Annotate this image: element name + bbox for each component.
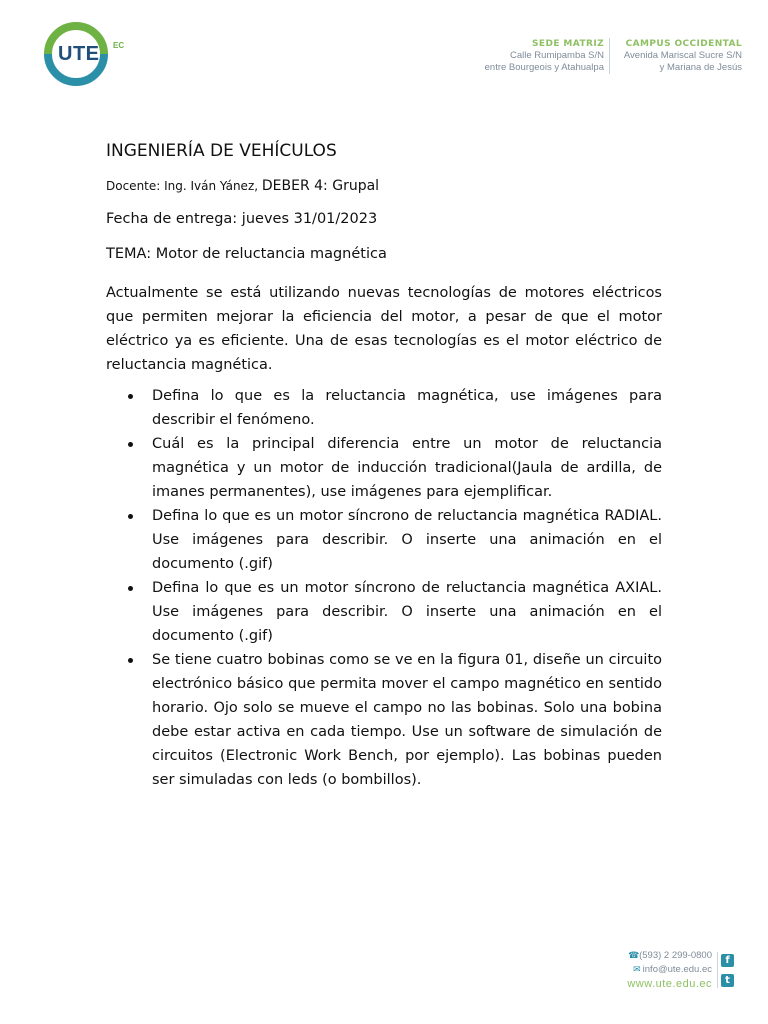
bullet-icon [128,658,133,663]
campus-occidental-address [612,38,742,74]
list-item [106,576,662,648]
footer-phone [628,950,712,961]
phone-icon: ☎ [628,950,640,960]
footer-email[interactable] [632,964,712,975]
course-title: INGENIERÍA DE VEHÍCULOS [106,141,337,161]
list-item-text: Defina lo que es un motor síncrono de reluctancia magnética AXIAL. Use imágenes para describir. O inserte una animación en el documento (.gif) [152,580,662,644]
header-divider [609,38,610,74]
sede-matriz-line2: entre Bourgeois y Atahualpa [484,62,604,73]
task-list [106,384,662,792]
list-item [106,648,662,792]
bullet-icon [128,394,133,399]
phone-text: (593) 2 299-0800 [639,950,712,961]
ute-logo [40,18,130,90]
bullet-icon [128,586,133,591]
list-item [106,504,662,576]
facebook-icon[interactable]: f [721,954,734,967]
due-date: Fecha de entrega: jueves 31/01/2023 [106,211,378,227]
topic: TEMA: Motor de reluctancia magnética [106,246,387,262]
intro-paragraph: Actualmente se está utilizando nuevas tecnologías de motores eléctricos que permiten mejorar la eficiencia del motor, a pesar de que el motor eléctrico ya es eficiente. Una de esas tecnologías es el motor eléctrico de reluctancia magnética. [106,285,662,373]
footer-contact [600,948,742,992]
sede-matriz-address [470,38,604,74]
bullet-icon [128,442,133,447]
list-item [106,384,662,432]
email-text: info@ute.edu.ec [642,964,712,975]
list-item-text: Defina lo que es un motor síncrono de reluctancia magnética RADIAL. Use imágenes para describir. O inserte una animación en el documento (.gif) [152,508,662,572]
sede-matriz-title: SEDE MATRIZ [532,39,604,49]
campus-occidental-line2: y Mariana de Jesús [659,62,742,73]
campus-occidental-line1: Avenida Mariscal Sucre S/N [623,50,742,61]
mail-icon: ✉ [633,964,641,974]
sede-matriz-line1: Calle Rumipamba S/N [510,50,604,61]
list-item-text: Defina lo que es la reluctancia magnética, use imágenes para describir el fenómeno. [152,388,662,428]
footer-website-link[interactable]: www.ute.edu.ec [627,978,712,990]
logo-text: UTE [58,43,100,65]
list-item-text: Cuál es la principal diferencia entre un motor de reluctancia magnética y un motor de inducción tradicional(Jaula de ardilla, de imanes permanentes), use imágenes para ejemplificar. [152,436,662,500]
docente-label: Docente: Ing. Iván Yánez, [106,179,259,193]
campus-occidental-title: CAMPUS OCCIDENTAL [625,39,742,49]
logo-suffix: EC [113,41,125,50]
list-item [106,432,662,504]
bullet-icon [128,514,133,519]
list-item-text: Se tiene cuatro bobinas como se ve en la figura 01, diseñe un circuito electrónico básico que permita mover el campo magnético en sentido horario. Ojo solo se mueve el campo no las bobinas. Solo una bobina debe estar activa en cada tiempo. Use un software de simulación de circuitos (Electronic Work Bench, por ejemplo). Las bobinas pueden ser simuladas con leds (o bombillos). [152,652,662,788]
footer-divider [717,952,718,988]
docente-line [106,178,662,194]
deber-label: DEBER 4: Grupal [261,178,380,194]
twitter-icon[interactable]: t [721,974,734,987]
